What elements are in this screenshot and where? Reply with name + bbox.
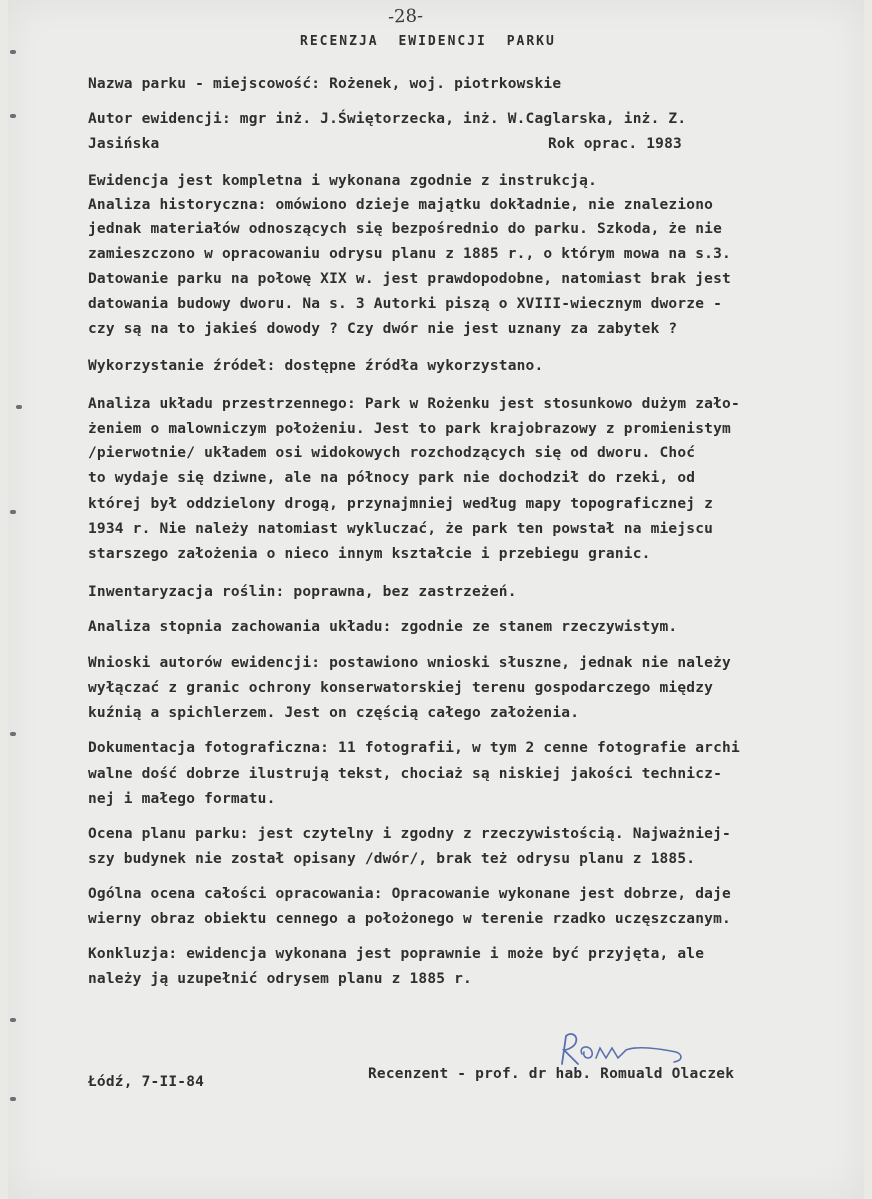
text-line: to wydaje się dziwne, ale na północy park nie dochodził do rzeki, od	[88, 470, 696, 486]
text-line: jednak materiałów odnoszących się bezpośrednio do parku. Szkoda, że nie	[88, 221, 723, 237]
text-line: 1934 r. Nie należy natomiast wykluczać, że park ten powstał na miejscu	[88, 521, 714, 537]
text-line: starszego założenia o nieco innym kształcie i przebiegu granic.	[88, 546, 651, 562]
text-line: walne dość dobrze ilustrują tekst, chociaż są niskiej jakości technicz-	[88, 766, 723, 782]
text-line: datowania budowy dworu. Na s. 3 Autorki piszą o XVIII-wiecznym dworze -	[88, 296, 723, 312]
margin-speck	[16, 405, 22, 409]
page-number: -28-	[387, 5, 424, 28]
text-line: Nazwa parku - miejscowość: Rożenek, woj. piotrkowskie	[88, 76, 562, 92]
text-line: Ogólna ocena całości opracowania: Opracowanie wykonane jest dobrze, daje	[88, 886, 731, 902]
margin-speck	[10, 50, 16, 54]
text-line: /pierwotnie/ układem osi widokowych rozchodzących się od dworu. Choć	[88, 445, 696, 461]
text-line: Autor ewidencji: mgr inż. J.Świętorzecka, inż. W.Caglarska, inż. Z.	[88, 111, 687, 127]
text-line: szy budynek nie został opisany /dwór/, brak też odrysu planu z 1885.	[88, 851, 696, 867]
text-line: Analiza historyczna: omówiono dzieje majątku dokładnie, nie znaleziono	[88, 197, 714, 213]
margin-speck	[10, 1097, 16, 1101]
text-line: Wnioski autorów ewidencji: postawiono wnioski słuszne, jednak nie należy	[88, 655, 731, 671]
text-line: Inwentaryzacja roślin: poprawna, bez zastrzeżeń.	[88, 584, 517, 600]
text-line: Dokumentacja fotograficzna: 11 fotografii, w tym 2 cenne fotografie archi	[88, 740, 740, 756]
text-line: Wykorzystanie źródeł: dostępne źródła wykorzystano.	[88, 358, 544, 374]
text-line: nej i małego formatu.	[88, 791, 276, 807]
text-line: której był oddzielony drogą, przynajmniej według mapy topograficznej z	[88, 496, 714, 512]
text-line: Analiza układu przestrzennego: Park w Rożenku jest stosunkowo dużym zało-	[88, 396, 740, 412]
text-line: Konkluzja: ewidencja wykonana jest poprawnie i może być przyjęta, ale	[88, 946, 705, 962]
margin-speck	[10, 1018, 16, 1022]
text-line: wierny obraz obiektu cennego a położonego w terenie rzadko uczęszczanym.	[88, 911, 731, 927]
text-line: Jasińska	[88, 136, 160, 152]
text-line: Datowanie parku na połowę XIX w. jest prawdopodobne, natomiast brak jest	[88, 271, 731, 287]
text-line: należy ją uzupełnić odrysem planu z 1885 r.	[88, 971, 472, 987]
place-date: Łódź, 7-II-84	[88, 1074, 205, 1090]
text-line: Analiza stopnia zachowania układu: zgodnie ze stanem rzeczywistym.	[88, 619, 678, 635]
text-line: zamieszczono w opracowaniu odrysu planu z 1885 r., o którym mowa na s.3.	[88, 246, 731, 262]
text-line: czy są na to jakieś dowody ? Czy dwór nie jest uznany za zabytek ?	[88, 321, 678, 337]
text-line: Rok oprac. 1983	[548, 136, 682, 152]
reviewer-signature-line: Recenzent - prof. dr hab. Romuald Olaczek	[368, 1066, 735, 1082]
margin-speck	[10, 114, 16, 118]
text-line: kuźnią a spichlerzem. Jest on częścią całego założenia.	[88, 705, 580, 721]
margin-speck	[10, 510, 16, 514]
text-line: żeniem o malowniczym położeniu. Jest to park krajobrazowy z promienistym	[88, 421, 731, 437]
margin-speck	[10, 732, 16, 736]
text-line: Ocena planu parku: jest czytelny i zgodny z rzeczywistością. Najważniej-	[88, 826, 731, 842]
document-title: RECENZJA EWIDENCJI PARKU	[300, 34, 556, 49]
text-line: Ewidencja jest kompletna i wykonana zgodnie z instrukcją.	[88, 173, 597, 189]
signature	[556, 1030, 692, 1070]
text-line: wyłączać z granic ochrony konserwatorskiej terenu gospodarczego między	[88, 680, 714, 696]
